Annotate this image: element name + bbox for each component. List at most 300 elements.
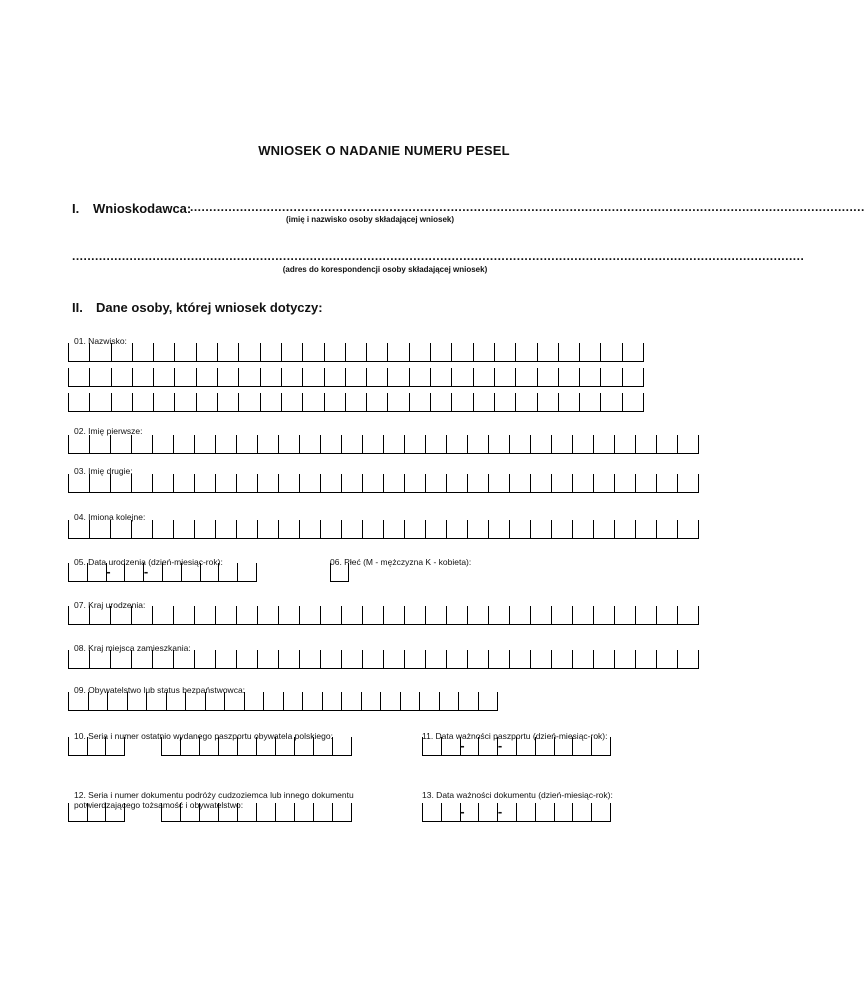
char-box[interactable] <box>216 474 237 492</box>
char-box[interactable] <box>175 368 196 386</box>
char-box[interactable] <box>216 606 237 624</box>
char-box[interactable] <box>154 343 175 361</box>
char-box[interactable] <box>447 474 468 492</box>
char-box[interactable] <box>384 435 405 453</box>
char-box[interactable] <box>225 692 245 710</box>
char-box[interactable] <box>90 393 111 411</box>
document-series-boxes[interactable] <box>68 803 125 822</box>
char-box[interactable] <box>153 650 174 668</box>
char-box[interactable] <box>108 692 128 710</box>
char-box[interactable] <box>128 692 148 710</box>
char-box[interactable] <box>69 563 88 581</box>
char-box[interactable] <box>580 393 601 411</box>
char-box[interactable] <box>206 692 226 710</box>
char-box[interactable] <box>461 737 480 755</box>
char-box[interactable] <box>303 692 323 710</box>
applicant-name-line[interactable]: ................................................................................................................................................................................ <box>190 200 865 214</box>
char-box[interactable] <box>405 650 426 668</box>
char-box[interactable] <box>175 393 196 411</box>
char-box[interactable] <box>516 343 537 361</box>
char-box[interactable] <box>239 393 260 411</box>
char-box[interactable] <box>423 803 442 821</box>
char-box[interactable] <box>69 692 89 710</box>
char-box[interactable] <box>321 606 342 624</box>
char-box[interactable] <box>69 368 90 386</box>
char-box[interactable] <box>623 368 644 386</box>
char-box[interactable] <box>88 563 111 581</box>
char-box[interactable] <box>342 520 363 538</box>
surname-boxes-row-1[interactable] <box>68 343 644 362</box>
char-box[interactable] <box>559 343 580 361</box>
char-box[interactable] <box>90 343 111 361</box>
char-box[interactable] <box>381 692 401 710</box>
char-box[interactable] <box>279 606 300 624</box>
char-box[interactable] <box>479 692 499 710</box>
char-box[interactable] <box>216 650 237 668</box>
char-box[interactable] <box>615 474 636 492</box>
char-box[interactable] <box>321 520 342 538</box>
char-box[interactable] <box>112 343 133 361</box>
char-box[interactable] <box>342 474 363 492</box>
char-box[interactable] <box>420 692 440 710</box>
char-box[interactable] <box>367 393 388 411</box>
char-box[interactable] <box>531 606 552 624</box>
char-box[interactable] <box>261 343 282 361</box>
char-box[interactable] <box>636 474 657 492</box>
char-box[interactable] <box>447 606 468 624</box>
char-box[interactable] <box>592 803 611 821</box>
char-box[interactable] <box>107 563 126 581</box>
char-box[interactable] <box>300 435 321 453</box>
char-box[interactable] <box>303 368 324 386</box>
char-box[interactable] <box>111 606 132 624</box>
char-box[interactable] <box>461 803 480 821</box>
char-box[interactable] <box>300 650 321 668</box>
char-box[interactable] <box>678 520 699 538</box>
char-box[interactable] <box>538 343 559 361</box>
char-box[interactable] <box>452 368 473 386</box>
char-box[interactable] <box>552 650 573 668</box>
char-box[interactable] <box>367 343 388 361</box>
char-box[interactable] <box>426 650 447 668</box>
char-box[interactable] <box>479 737 503 755</box>
char-box[interactable] <box>111 520 132 538</box>
char-box[interactable] <box>239 343 260 361</box>
char-box[interactable] <box>559 368 580 386</box>
char-box[interactable] <box>219 737 238 755</box>
char-box[interactable] <box>219 803 238 821</box>
char-box[interactable] <box>69 520 90 538</box>
char-box[interactable] <box>153 435 174 453</box>
char-box[interactable] <box>388 393 409 411</box>
char-box[interactable] <box>657 435 678 453</box>
char-box[interactable] <box>90 474 111 492</box>
char-box[interactable] <box>468 650 489 668</box>
char-box[interactable] <box>264 692 284 710</box>
char-box[interactable] <box>112 368 133 386</box>
document-expiry-boxes[interactable] <box>422 803 611 822</box>
char-box[interactable] <box>282 393 303 411</box>
char-box[interactable] <box>498 737 517 755</box>
char-box[interactable] <box>295 803 314 821</box>
passport-number-boxes[interactable] <box>161 737 352 756</box>
char-box[interactable] <box>162 737 181 755</box>
char-box[interactable] <box>174 435 195 453</box>
char-box[interactable] <box>388 343 409 361</box>
char-box[interactable] <box>90 368 111 386</box>
char-box[interactable] <box>245 692 265 710</box>
char-box[interactable] <box>405 474 426 492</box>
char-box[interactable] <box>388 368 409 386</box>
char-box[interactable] <box>552 435 573 453</box>
char-box[interactable] <box>201 563 220 581</box>
char-box[interactable] <box>405 435 426 453</box>
char-box[interactable] <box>321 474 342 492</box>
char-box[interactable] <box>410 368 431 386</box>
char-box[interactable] <box>615 435 636 453</box>
char-box[interactable] <box>195 606 216 624</box>
char-box[interactable] <box>468 435 489 453</box>
char-box[interactable] <box>261 393 282 411</box>
char-box[interactable] <box>517 803 536 821</box>
char-box[interactable] <box>284 692 304 710</box>
char-box[interactable] <box>112 393 133 411</box>
char-box[interactable] <box>636 435 657 453</box>
char-box[interactable] <box>431 343 452 361</box>
char-box[interactable] <box>154 368 175 386</box>
char-box[interactable] <box>363 606 384 624</box>
char-box[interactable] <box>447 650 468 668</box>
char-box[interactable] <box>218 368 239 386</box>
other-names-boxes[interactable] <box>68 520 699 539</box>
char-box[interactable] <box>69 650 90 668</box>
char-box[interactable] <box>200 737 219 755</box>
char-box[interactable] <box>342 606 363 624</box>
char-box[interactable] <box>106 737 125 755</box>
char-box[interactable] <box>555 803 574 821</box>
sex-box[interactable] <box>330 563 349 582</box>
char-box[interactable] <box>276 803 295 821</box>
char-box[interactable] <box>601 393 622 411</box>
char-box[interactable] <box>495 393 516 411</box>
char-box[interactable] <box>538 368 559 386</box>
char-box[interactable] <box>442 737 465 755</box>
char-box[interactable] <box>678 606 699 624</box>
char-box[interactable] <box>200 803 219 821</box>
char-box[interactable] <box>195 650 216 668</box>
char-box[interactable] <box>238 737 257 755</box>
char-box[interactable] <box>363 474 384 492</box>
char-box[interactable] <box>216 520 237 538</box>
char-box[interactable] <box>174 520 195 538</box>
char-box[interactable] <box>132 474 153 492</box>
char-box[interactable] <box>238 803 257 821</box>
char-box[interactable] <box>657 520 678 538</box>
char-box[interactable] <box>111 650 132 668</box>
char-box[interactable] <box>580 343 601 361</box>
char-box[interactable] <box>517 737 536 755</box>
char-box[interactable] <box>573 474 594 492</box>
char-box[interactable] <box>125 563 149 581</box>
char-box[interactable] <box>132 435 153 453</box>
char-box[interactable] <box>594 606 615 624</box>
char-box[interactable] <box>69 803 88 821</box>
char-box[interactable] <box>615 606 636 624</box>
char-box[interactable] <box>594 650 615 668</box>
char-box[interactable] <box>531 474 552 492</box>
char-box[interactable] <box>69 606 90 624</box>
char-box[interactable] <box>88 803 107 821</box>
birth-date-boxes[interactable] <box>68 563 257 582</box>
char-box[interactable] <box>69 393 90 411</box>
char-box[interactable] <box>536 737 555 755</box>
char-box[interactable] <box>516 393 537 411</box>
char-box[interactable] <box>623 343 644 361</box>
char-box[interactable] <box>153 606 174 624</box>
char-box[interactable] <box>153 474 174 492</box>
char-box[interactable] <box>489 435 510 453</box>
char-box[interactable] <box>363 520 384 538</box>
char-box[interactable] <box>90 435 111 453</box>
char-box[interactable] <box>531 650 552 668</box>
char-box[interactable] <box>279 650 300 668</box>
residence-country-boxes[interactable] <box>68 650 699 669</box>
char-box[interactable] <box>90 650 111 668</box>
char-box[interactable] <box>636 520 657 538</box>
char-box[interactable] <box>321 650 342 668</box>
first-name-boxes[interactable] <box>68 435 699 454</box>
char-box[interactable] <box>237 435 258 453</box>
char-box[interactable] <box>237 520 258 538</box>
char-box[interactable] <box>426 435 447 453</box>
char-box[interactable] <box>111 435 132 453</box>
char-box[interactable] <box>536 803 555 821</box>
char-box[interactable] <box>452 343 473 361</box>
char-box[interactable] <box>573 650 594 668</box>
char-box[interactable] <box>555 737 574 755</box>
birth-country-boxes[interactable] <box>68 606 699 625</box>
char-box[interactable] <box>195 474 216 492</box>
char-box[interactable] <box>88 737 107 755</box>
char-box[interactable] <box>384 474 405 492</box>
char-box[interactable] <box>363 650 384 668</box>
char-box[interactable] <box>405 606 426 624</box>
char-box[interactable] <box>573 803 592 821</box>
char-box[interactable] <box>258 474 279 492</box>
char-box[interactable] <box>261 368 282 386</box>
char-box[interactable] <box>333 803 352 821</box>
char-box[interactable] <box>69 435 90 453</box>
char-box[interactable] <box>69 343 90 361</box>
char-box[interactable] <box>573 435 594 453</box>
char-box[interactable] <box>363 435 384 453</box>
passport-series-boxes[interactable] <box>68 737 125 756</box>
char-box[interactable] <box>468 474 489 492</box>
char-box[interactable] <box>510 474 531 492</box>
char-box[interactable] <box>163 563 182 581</box>
char-box[interactable] <box>474 368 495 386</box>
char-box[interactable] <box>300 520 321 538</box>
char-box[interactable] <box>218 343 239 361</box>
char-box[interactable] <box>218 393 239 411</box>
char-box[interactable] <box>384 606 405 624</box>
char-box[interactable] <box>186 692 206 710</box>
char-box[interactable] <box>468 520 489 538</box>
char-box[interactable] <box>426 520 447 538</box>
char-box[interactable] <box>111 474 132 492</box>
char-box[interactable] <box>325 393 346 411</box>
char-box[interactable] <box>69 737 88 755</box>
char-box[interactable] <box>175 343 196 361</box>
char-box[interactable] <box>474 343 495 361</box>
char-box[interactable] <box>636 606 657 624</box>
char-box[interactable] <box>182 563 201 581</box>
char-box[interactable] <box>559 393 580 411</box>
char-box[interactable] <box>459 692 479 710</box>
char-box[interactable] <box>531 435 552 453</box>
char-box[interactable] <box>238 563 257 581</box>
char-box[interactable] <box>452 393 473 411</box>
char-box[interactable] <box>216 435 237 453</box>
char-box[interactable] <box>474 393 495 411</box>
char-box[interactable] <box>346 393 367 411</box>
char-box[interactable] <box>237 650 258 668</box>
char-box[interactable] <box>162 803 181 821</box>
char-box[interactable] <box>133 343 154 361</box>
char-box[interactable] <box>257 737 276 755</box>
char-box[interactable] <box>615 520 636 538</box>
char-box[interactable] <box>279 435 300 453</box>
char-box[interactable] <box>237 474 258 492</box>
char-box[interactable] <box>195 520 216 538</box>
char-box[interactable] <box>342 650 363 668</box>
char-box[interactable] <box>573 520 594 538</box>
char-box[interactable] <box>678 474 699 492</box>
char-box[interactable] <box>594 474 615 492</box>
char-box[interactable] <box>495 343 516 361</box>
char-box[interactable] <box>442 803 465 821</box>
char-box[interactable] <box>69 474 90 492</box>
char-box[interactable] <box>257 803 276 821</box>
char-box[interactable] <box>489 474 510 492</box>
char-box[interactable] <box>181 737 200 755</box>
char-box[interactable] <box>405 520 426 538</box>
char-box[interactable] <box>282 368 303 386</box>
char-box[interactable] <box>132 606 153 624</box>
char-box[interactable] <box>89 692 109 710</box>
char-box[interactable] <box>447 435 468 453</box>
char-box[interactable] <box>239 368 260 386</box>
char-box[interactable] <box>300 474 321 492</box>
char-box[interactable] <box>197 343 218 361</box>
char-box[interactable] <box>132 520 153 538</box>
char-box[interactable] <box>498 803 517 821</box>
char-box[interactable] <box>447 520 468 538</box>
char-box[interactable] <box>174 650 195 668</box>
char-box[interactable] <box>479 803 503 821</box>
char-box[interactable] <box>510 520 531 538</box>
char-box[interactable] <box>495 368 516 386</box>
char-box[interactable] <box>601 343 622 361</box>
char-box[interactable] <box>510 650 531 668</box>
char-box[interactable] <box>174 606 195 624</box>
char-box[interactable] <box>181 803 200 821</box>
citizenship-boxes[interactable] <box>68 692 498 711</box>
char-box[interactable] <box>489 650 510 668</box>
char-box[interactable] <box>295 737 314 755</box>
char-box[interactable] <box>237 606 258 624</box>
char-box[interactable] <box>615 650 636 668</box>
char-box[interactable] <box>279 520 300 538</box>
char-box[interactable] <box>195 435 216 453</box>
char-box[interactable] <box>147 692 167 710</box>
char-box[interactable] <box>314 737 333 755</box>
char-box[interactable] <box>573 606 594 624</box>
char-box[interactable] <box>133 393 154 411</box>
char-box[interactable] <box>325 343 346 361</box>
char-box[interactable] <box>636 650 657 668</box>
second-name-boxes[interactable] <box>68 474 699 493</box>
char-box[interactable] <box>552 606 573 624</box>
char-box[interactable] <box>303 393 324 411</box>
char-box[interactable] <box>580 368 601 386</box>
char-box[interactable] <box>552 520 573 538</box>
char-box[interactable] <box>384 650 405 668</box>
char-box[interactable] <box>489 520 510 538</box>
char-box[interactable] <box>300 606 321 624</box>
applicant-address-line[interactable]: ............................................................................................................................................................................................... <box>72 249 805 263</box>
char-box[interactable] <box>90 606 111 624</box>
char-box[interactable] <box>510 435 531 453</box>
char-box[interactable] <box>153 520 174 538</box>
char-box[interactable] <box>573 737 592 755</box>
char-box[interactable] <box>258 435 279 453</box>
char-box[interactable] <box>468 606 489 624</box>
char-box[interactable] <box>323 692 343 710</box>
char-box[interactable] <box>657 650 678 668</box>
char-box[interactable] <box>321 435 342 453</box>
char-box[interactable] <box>132 650 153 668</box>
char-box[interactable] <box>258 650 279 668</box>
char-box[interactable] <box>440 692 460 710</box>
char-box[interactable] <box>258 606 279 624</box>
char-box[interactable] <box>678 650 699 668</box>
char-box[interactable] <box>516 368 537 386</box>
char-box[interactable] <box>167 692 187 710</box>
char-box[interactable] <box>106 803 125 821</box>
char-box[interactable] <box>401 692 421 710</box>
char-box[interactable] <box>678 435 699 453</box>
char-box[interactable] <box>489 606 510 624</box>
surname-boxes-row-3[interactable] <box>68 393 644 412</box>
surname-boxes-row-2[interactable] <box>68 368 644 387</box>
char-box[interactable] <box>197 393 218 411</box>
char-box[interactable] <box>431 393 452 411</box>
char-box[interactable] <box>346 343 367 361</box>
char-box[interactable] <box>367 368 388 386</box>
char-box[interactable] <box>426 606 447 624</box>
char-box[interactable] <box>258 520 279 538</box>
document-number-boxes[interactable] <box>161 803 352 822</box>
char-box[interactable] <box>197 368 218 386</box>
char-box[interactable] <box>410 393 431 411</box>
char-box[interactable] <box>423 737 442 755</box>
char-box[interactable] <box>276 737 295 755</box>
char-box[interactable] <box>510 606 531 624</box>
char-box[interactable] <box>346 368 367 386</box>
char-box[interactable] <box>303 343 324 361</box>
char-box[interactable] <box>623 393 644 411</box>
